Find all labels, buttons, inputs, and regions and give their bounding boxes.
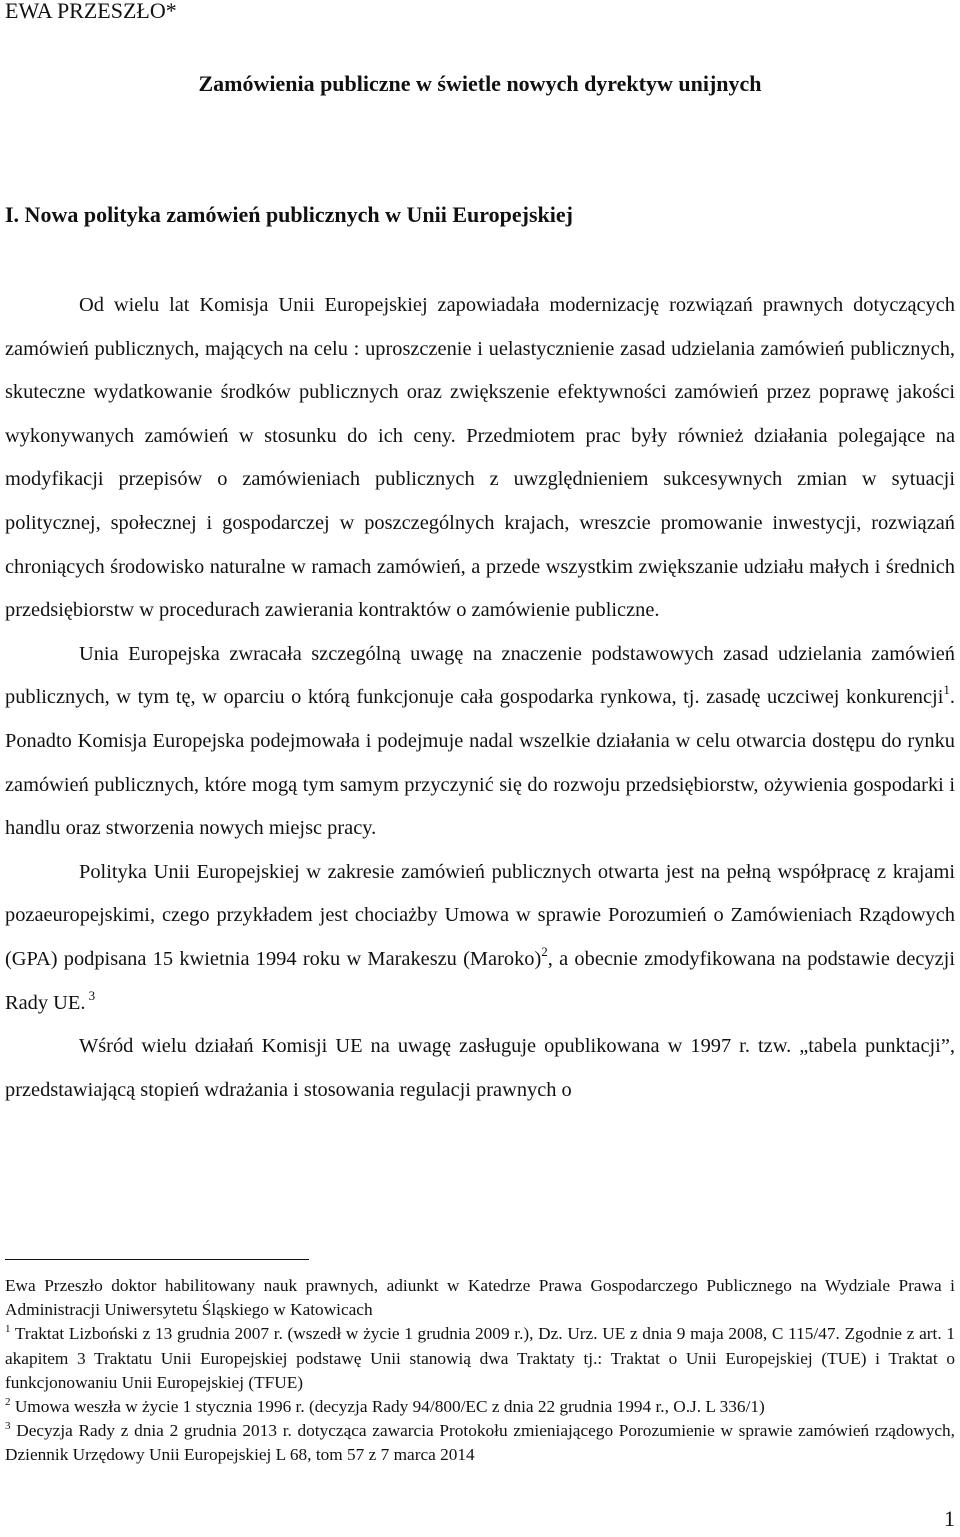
footnote-separator <box>5 1259 309 1260</box>
footnote-3 <box>5 1419 955 1467</box>
footnote-ref-2[interactable]: 2 <box>541 943 548 959</box>
footnote-author: Ewa Przeszło doktor habilitowany nauk prawnych, adiunkt w Katedrze Prawa Gospodarczego Publicznego na Wydziale Prawa i Administracji Uniwersytetu Śląskiego w Katowicach <box>5 1276 955 1320</box>
footnotes <box>5 1274 955 1468</box>
paragraph-3-text-b: , a obecnie zmodyfikowana na podstawie decyzji Rady UE. <box>5 947 956 1014</box>
body-text <box>5 284 955 1112</box>
footnote-2-number: 2 <box>5 1396 11 1409</box>
footnote-2 <box>5 1395 955 1419</box>
article-title: Zamówienia publiczne w świetle nowych dyrektyw unijnych <box>198 71 762 96</box>
paragraph-3 <box>5 851 955 1025</box>
paragraph-1-continuation: Przedmiotem prac były również działania polegające na modyfikacji przepisów o zamówieniach publicznych z uwzględnieniem sukcesywnych zmian w sytuacji politycznej, społecznej i gospodarczej w poszczególnych krajach, wreszcie promowanie inwestycji, rozwiązań chroniących środowisko naturalne w ramach zamówień, a przede wszystkim zwiększanie udziału małych i średnich przedsiębiorstw w procedurach zawierania kontraktów o zamówienie publiczne. <box>5 424 956 622</box>
footnote-1-text: Traktat Lizboński z 13 grudnia 2007 r. (wszedł w życie 1 grudnia 2009 r.), Dz. Urz. UE z dnia 9 maja 2008, C 115/47. Zgodnie z art. 1 akapitem 3 Traktatu Unii Europejskiej podstawę Unii stanowią dwa Traktaty tj.: Traktat o Unii Europejskiej (TUE) i Traktat o funkcjonowaniu Unii Europejskiej (TFUE) <box>5 1324 955 1392</box>
paragraph-2-text-b: . Ponadto Komisja Europejska podejmowała i podejmuje nadal wszelkie działania w celu otwarcia dostępu do rynku zamówień publicznych, które mogą tym samym przyczynić się do rozwoju przedsiębiorstw, ożywienia gospodarki i handlu oraz stworzenia nowych miejsc pracy. <box>5 686 955 840</box>
paragraph-3-text-a: Polityka Unii Europejskiej w zakresie zamówień publicznych otwarta jest na pełną współpracę z krajami pozaeuropejskimi, czego przykładem jest chociażby Umowa w sprawie Porozumień o Zamówieniach Rządowych (GPA) podpisana 15 kwietnia 1994 roku w Marakeszu (Maroko) <box>5 860 955 970</box>
paragraph-4 <box>5 1025 955 1112</box>
author-name: EWA PRZESZŁO* <box>5 0 177 23</box>
paragraph-2 <box>5 633 955 851</box>
paragraph-1 <box>5 284 955 633</box>
section-heading: I. Nowa polityka zamówień publicznych w Unii Europejskiej <box>5 202 573 227</box>
footnote-3-text: Decyzja Rady z dnia 2 grudnia 2013 r. dotycząca zawarcia Protokołu zmieniającego Porozumienie w sprawie zamówień rządowych, Dziennik Urzędowy Unii Europejskiej L 68, tom 57 z 7 marca 2014 <box>5 1421 955 1465</box>
footnote-3-number: 3 <box>5 1420 11 1433</box>
footnote-1-number: 1 <box>5 1323 11 1336</box>
footnote-1 <box>5 1322 955 1395</box>
page-number: 1 <box>944 1506 955 1531</box>
paragraph-2-text-a: Unia Europejska zwracała szczególną uwagę na znaczenie podstawowych zasad udzielania zamówień publicznych, w tym tę, w oparciu o którą funkcjonuje cała gospodarka rynkowa, tj. zasadę uczciwej konkurencji <box>5 642 955 709</box>
footnote-ref-1[interactable]: 1 <box>943 682 950 698</box>
paragraph-4-text: Wśród wielu działań Komisji UE na uwagę zasługuje opublikowana w 1997 r. tzw. „tabela punktacji”, przedstawiającą stopień wdrażania i stosowania regulacji prawnych o <box>5 1035 955 1101</box>
footnote-2-text: Umowa weszła w życie 1 stycznia 1996 r. (decyzja Rady 94/800/EC z dnia 22 grudnia 1994 r., O.J. L 336/1) <box>10 1397 765 1417</box>
paragraph-1-text: Od wielu lat Komisja Unii Europejskiej zapowiadała modernizację rozwiązań prawnych dotyczących zamówień publicznych, mających na celu : uproszczenie i uelastycznienie zasad udzielania zamówień publicznych, skuteczne wydatkowanie środków publicznych oraz zwiększenie efektywności zamówień przez poprawę jakości wykonywanych zamówień w stosunku do ich ceny. <box>5 294 955 447</box>
footnote-ref-3[interactable]: 3 <box>85 987 96 1003</box>
